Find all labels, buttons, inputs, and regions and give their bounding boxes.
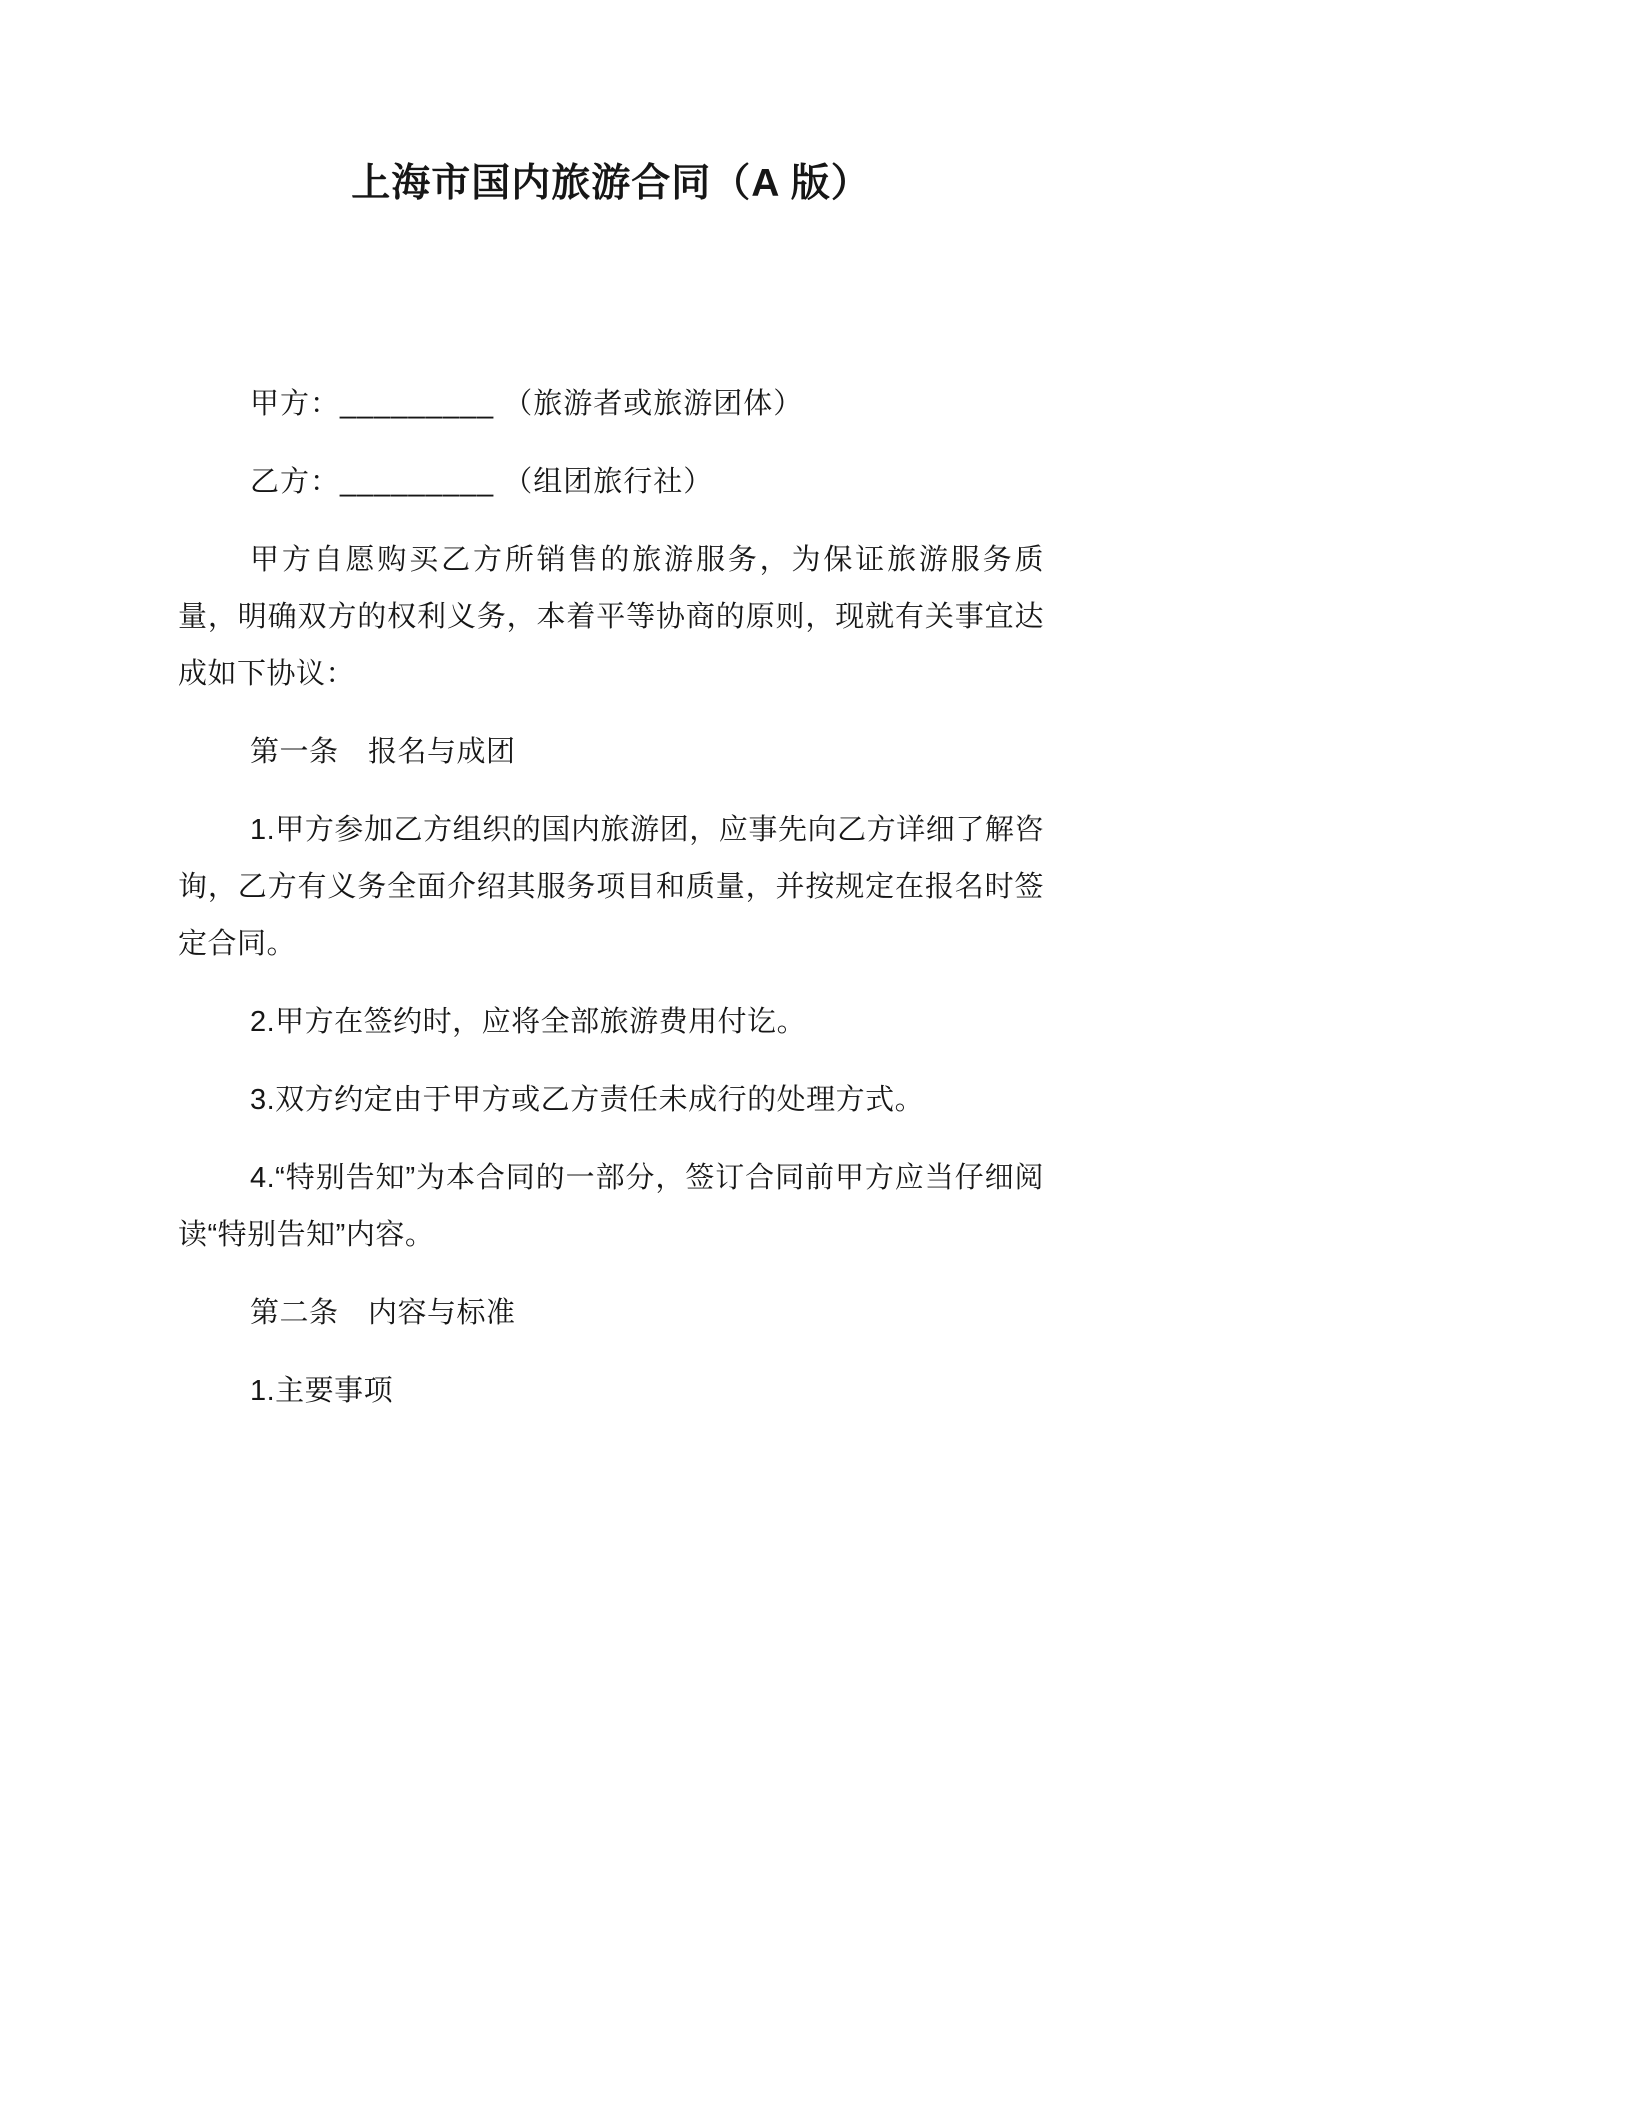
preamble-paragraph: 甲方自愿购买乙方所销售的旅游服务，为保证旅游服务质量，明确双方的权利义务，本着平等协商的原则，现就有关事宜达成如下协议：	[178, 544, 1044, 690]
document-content	[178, 152, 1044, 1441]
article-1-clause-1: 1.甲方参加乙方组织的国内旅游团，应事先向乙方详细了解咨询，乙方有义务全面介绍其服务项目和质量，并按规定在报名时签定合同。	[178, 814, 1044, 960]
article-2-heading: 第二条 内容与标准	[250, 1297, 516, 1329]
article-1-clause-4: 4.“特别告知”为本合同的一部分，签订合同前甲方应当仔细阅读“特别告知”内容。	[178, 1162, 1044, 1251]
article-1-heading: 第一条 报名与成团	[250, 736, 516, 768]
article-2-clause-1: 1.主要事项	[250, 1375, 394, 1407]
article-1-clause-2: 2.甲方在签约时，应将全部旅游费用付讫。	[250, 1006, 807, 1038]
party-a-line: 甲方：_________ （旅游者或旅游团体）	[250, 388, 804, 420]
document-title: 上海市国内旅游合同（A 版）	[351, 162, 871, 205]
party-b-line: 乙方：_________ （组团旅行社）	[250, 466, 714, 498]
article-1-clause-3: 3.双方约定由于甲方或乙方责任未成行的处理方式。	[250, 1084, 925, 1116]
